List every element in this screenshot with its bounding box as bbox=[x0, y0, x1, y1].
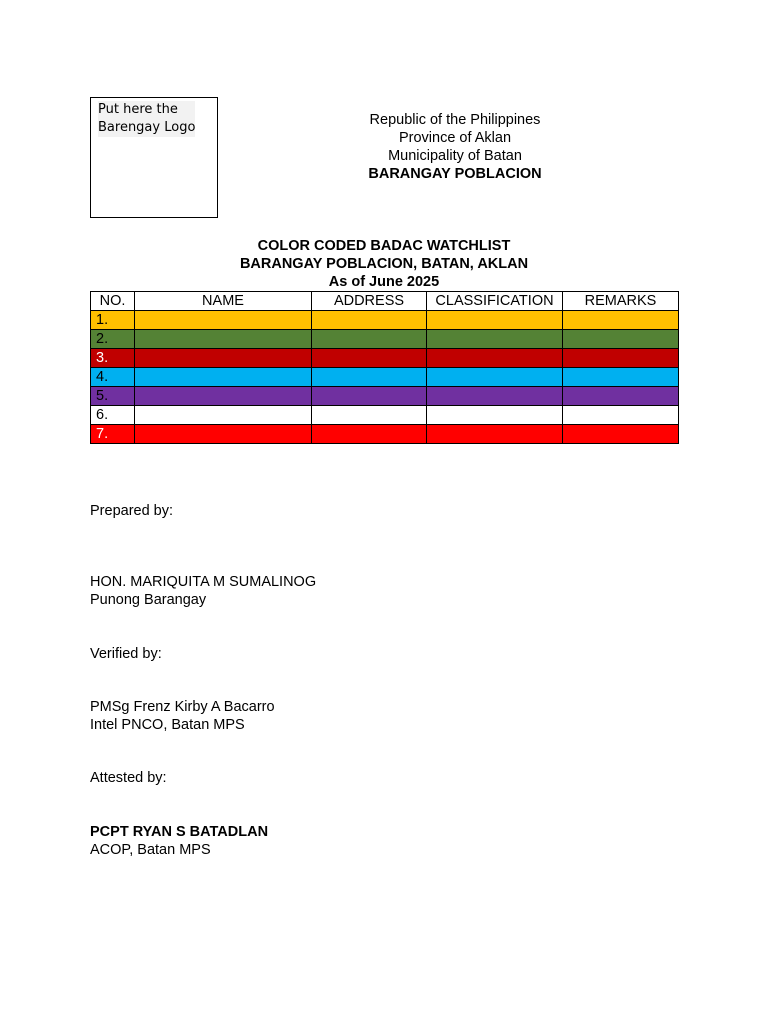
logo-placeholder-line-1: Put here the bbox=[98, 102, 178, 117]
remarks-cell bbox=[563, 425, 679, 444]
address-cell bbox=[312, 311, 427, 330]
remarks-cell bbox=[563, 311, 679, 330]
remarks-cell bbox=[563, 349, 679, 368]
address-cell bbox=[312, 330, 427, 349]
name-cell bbox=[135, 330, 312, 349]
attester-position: ACOP, Batan MPS bbox=[90, 842, 211, 858]
name-cell bbox=[135, 387, 312, 406]
row-number-cell: 5. bbox=[91, 387, 135, 406]
remarks-cell bbox=[563, 387, 679, 406]
table-row bbox=[91, 349, 679, 368]
logo-placeholder-line-2: Barengay Logo bbox=[98, 120, 196, 135]
row-number-cell: 7. bbox=[91, 425, 135, 444]
table-row bbox=[91, 311, 679, 330]
title-line-1: COLOR CODED BADAC WATCHLIST bbox=[257, 238, 511, 254]
title-line-2: BARANGAY POBLACION, BATAN, AKLAN bbox=[239, 256, 529, 272]
header-province: Province of Aklan bbox=[398, 130, 512, 146]
col-header-address: ADDRESS bbox=[312, 292, 427, 311]
table-row bbox=[91, 425, 679, 444]
remarks-cell bbox=[563, 368, 679, 387]
attested-by-block bbox=[90, 823, 268, 859]
logo-placeholder-text bbox=[98, 101, 195, 137]
col-header-remarks: REMARKS bbox=[563, 292, 679, 311]
row-number-cell: 6. bbox=[91, 406, 135, 425]
classification-cell bbox=[427, 387, 563, 406]
document-header bbox=[300, 111, 610, 183]
logo-placeholder-box bbox=[90, 97, 218, 218]
classification-cell bbox=[427, 425, 563, 444]
table-row bbox=[91, 368, 679, 387]
document-title bbox=[90, 237, 678, 291]
table-header-row bbox=[91, 292, 679, 311]
verifier-position: Intel PNCO, Batan MPS bbox=[90, 717, 245, 733]
prepared-by-block bbox=[90, 573, 316, 609]
watchlist-table bbox=[90, 291, 679, 444]
col-header-classification: CLASSIFICATION bbox=[427, 292, 563, 311]
header-republic: Republic of the Philippines bbox=[369, 112, 541, 128]
title-date: As of June 2025 bbox=[328, 274, 440, 290]
address-cell bbox=[312, 368, 427, 387]
table-row bbox=[91, 330, 679, 349]
name-cell bbox=[135, 311, 312, 330]
verified-by-block bbox=[90, 698, 275, 734]
name-cell bbox=[135, 349, 312, 368]
header-municipality: Municipality of Batan bbox=[388, 148, 522, 164]
header-barangay: BARANGAY POBLACION bbox=[368, 166, 542, 182]
address-cell bbox=[312, 406, 427, 425]
preparer-position: Punong Barangay bbox=[90, 592, 207, 608]
classification-cell bbox=[427, 406, 563, 425]
name-cell bbox=[135, 368, 312, 387]
prepared-by-label: Prepared by: bbox=[90, 503, 174, 519]
preparer-name: HON. MARIQUITA M SUMALINOG bbox=[90, 574, 317, 590]
classification-cell bbox=[427, 311, 563, 330]
classification-cell bbox=[427, 330, 563, 349]
col-header-no: NO. bbox=[91, 292, 135, 311]
attested-by-label: Attested by: bbox=[90, 770, 167, 786]
attester-name: PCPT RYAN S BATADLAN bbox=[90, 824, 269, 840]
row-number-cell: 3. bbox=[91, 349, 135, 368]
name-cell bbox=[135, 425, 312, 444]
row-number-cell: 1. bbox=[91, 311, 135, 330]
table-row bbox=[91, 406, 679, 425]
remarks-cell bbox=[563, 406, 679, 425]
address-cell bbox=[312, 349, 427, 368]
name-cell bbox=[135, 406, 312, 425]
verifier-name: PMSg Frenz Kirby A Bacarro bbox=[90, 699, 275, 715]
col-header-name: NAME bbox=[135, 292, 312, 311]
row-number-cell: 2. bbox=[91, 330, 135, 349]
address-cell bbox=[312, 425, 427, 444]
classification-cell bbox=[427, 368, 563, 387]
table-row bbox=[91, 387, 679, 406]
classification-cell bbox=[427, 349, 563, 368]
address-cell bbox=[312, 387, 427, 406]
verified-by-label: Verified by: bbox=[90, 646, 162, 662]
row-number-cell: 4. bbox=[91, 368, 135, 387]
remarks-cell bbox=[563, 330, 679, 349]
